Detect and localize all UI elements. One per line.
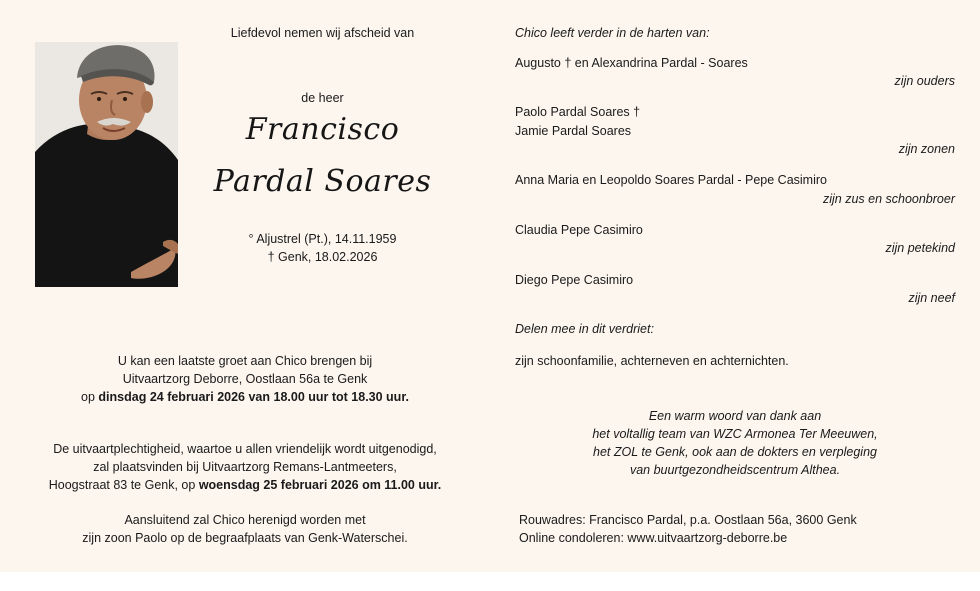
family-group-sister-relation: zijn zus en schoonbroer bbox=[822, 192, 955, 206]
family-group-nephew-name: Diego Pepe Casimiro bbox=[515, 273, 634, 287]
mourning-address: Rouwadres: Francisco Pardal, p.a. Oostlaan 56a, 3600 Genk bbox=[519, 513, 857, 527]
family-group-sister-name: Anna Maria en Leopoldo Soares Pardal - Pepe Casimiro bbox=[515, 173, 827, 187]
visitation-prefix: op bbox=[81, 390, 99, 404]
burial-block bbox=[10, 511, 480, 547]
ceremony-line-2: zal plaatsvinden bij Uitvaartzorg Remans-Lantmeeters, bbox=[93, 460, 397, 474]
share-text: zijn schoonfamilie, achterneven en achternichten. bbox=[515, 354, 789, 368]
visitation-line-3 bbox=[10, 388, 480, 406]
ceremony-block bbox=[10, 440, 480, 494]
salutation: de heer bbox=[301, 91, 344, 105]
share-heading: Delen mee in dit verdriet: bbox=[515, 322, 654, 336]
last-name: Pardal Soares bbox=[213, 164, 432, 199]
ceremony-line-1: De uitvaartplechtigheid, waartoe u allen vriendelijk wordt uitgenodigd, bbox=[53, 442, 437, 456]
thanks-line-3: het ZOL te Genk, ook aan de dokters en verpleging bbox=[593, 445, 877, 459]
portrait-illustration bbox=[35, 42, 178, 287]
family-heading: Chico leeft verder in de harten van: bbox=[515, 26, 710, 40]
intro-text: Liefdevol nemen wij afscheid van bbox=[230, 26, 415, 40]
burial-line-2: zijn zoon Paolo op de begraafplaats van Genk-Waterschei. bbox=[82, 531, 408, 545]
visitation-block bbox=[10, 352, 480, 406]
online-condolence-link[interactable]: Online condoleren: www.uitvaartzorg-deborre.be bbox=[519, 531, 788, 545]
family-group-sons-relation: zijn zonen bbox=[898, 142, 955, 156]
family-group-godchild-relation: zijn petekind bbox=[885, 241, 955, 255]
family-group-godchild-name: Claudia Pepe Casimiro bbox=[515, 223, 643, 237]
first-name: Francisco bbox=[245, 112, 400, 147]
family-group-parents-relation: zijn ouders bbox=[894, 74, 955, 88]
portrait-photo bbox=[35, 42, 178, 287]
family-group-parents-name: Augusto † en Alexandrina Pardal - Soares bbox=[515, 56, 748, 70]
ceremony-prefix: Hoogstraat 83 te Genk, op bbox=[48, 478, 199, 492]
ceremony-line-3 bbox=[10, 476, 480, 494]
family-group-nephew-relation: zijn neef bbox=[908, 291, 955, 305]
death-info: † Genk, 18.02.2026 bbox=[267, 250, 378, 264]
visitation-date: dinsdag 24 februari 2026 van 18.00 uur tot 18.30 uur. bbox=[98, 390, 409, 404]
birth-info: ° Aljustrel (Pt.), 14.11.1959 bbox=[248, 232, 397, 246]
thanks-block bbox=[515, 407, 955, 479]
ceremony-date: woensdag 25 februari 2026 om 11.00 uur. bbox=[198, 478, 442, 492]
family-group-sons-name-2: Jamie Pardal Soares bbox=[515, 124, 632, 138]
thanks-line-2: het voltallig team van WZC Armonea Ter Meeuwen, bbox=[592, 427, 878, 441]
burial-line-1: Aansluitend zal Chico herenigd worden met bbox=[124, 513, 366, 527]
thanks-line-1: Een warm woord van dank aan bbox=[648, 409, 822, 423]
thanks-line-4: van buurtgezondheidscentrum Althea. bbox=[629, 463, 841, 477]
family-group-sons-name-1: Paolo Pardal Soares † bbox=[515, 105, 641, 119]
visitation-line-1: U kan een laatste groet aan Chico brengen bij bbox=[117, 354, 373, 368]
visitation-line-2: Uitvaartzorg Deborre, Oostlaan 56a te Genk bbox=[122, 372, 368, 386]
